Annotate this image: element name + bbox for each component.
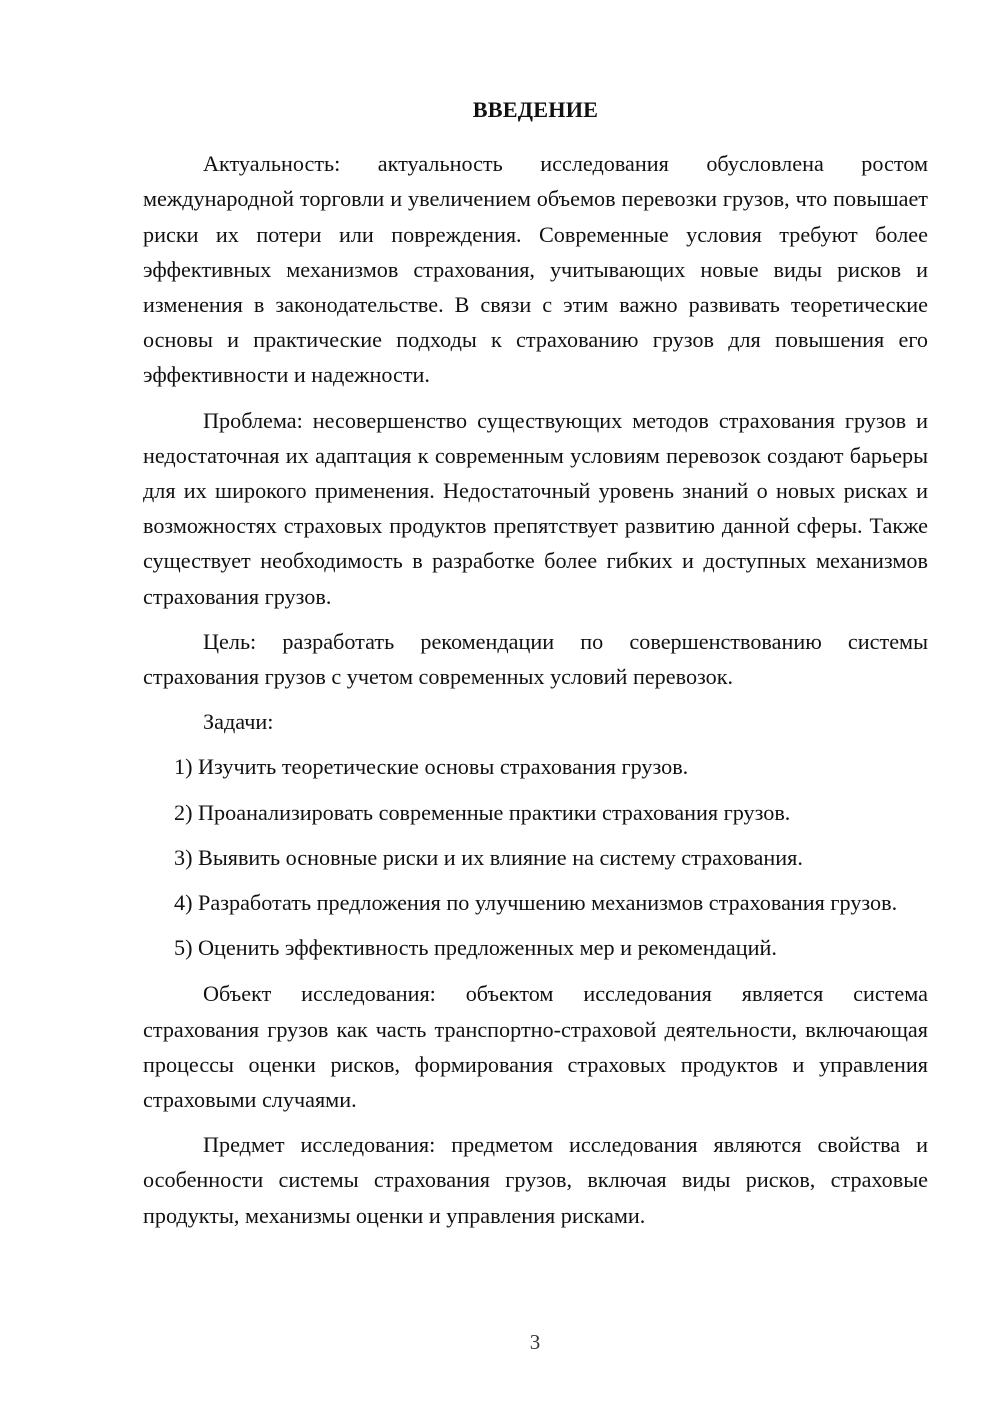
paragraph-object: Объект исследования: объектом исследования является система страхования грузов как часть транспортно-страховой деятельности, включающая процессы оценки рисков, формирования страховых продуктов и управления страховыми случаями. <box>143 981 928 1113</box>
task-item: 5) Оценить эффективность предложенных мер и рекомендаций. <box>174 935 777 961</box>
paragraph-subject: Предмет исследования: предметом исследования являются свойства и особенности системы страхования грузов, включая виды рисков, страховые продукты, механизмы оценки и управления рисками. <box>143 1132 928 1228</box>
paragraph-problem: Проблема: несовершенство существующих методов страхования грузов и недостаточная их адаптация к современным условиям перевозок создают барьеры для их широкого применения. Недостаточный уровень знаний о новых рисках и возможностях страховых продуктов препятствует развитию данной сферы. Также существует необходимость в разработке более гибких и доступных механизмов страхования грузов. <box>143 407 928 609</box>
tasks-label: Задачи: <box>203 709 274 735</box>
task-item: 1) Изучить теоретические основы страхования грузов. <box>174 754 689 780</box>
paragraph-goal: Цель: разработать рекомендации по совершенствованию системы страхования грузов с учетом современных условий перевозок. <box>143 628 928 690</box>
task-item: 4) Разработать предложения по улучшению механизмов страхования грузов. <box>174 890 898 916</box>
paragraph-relevance: Актуальность: актуальность исследования обусловлена ростом международной торговли и увеличением объемов перевозки грузов, что повышает риски их потери или повреждения. Современные условия требуют более эффективных механизмов страхования, учитывающих новые виды рисков и изменения в законодательстве. В связи с этим важно развивать теоретические основы и практические подходы к страхованию грузов для повышения его эффективности и надежности. <box>143 151 928 388</box>
task-item: 2) Проанализировать современные практики страхования грузов. <box>174 799 791 825</box>
page-number: 3 <box>529 1330 541 1354</box>
page-content <box>143 92 928 1233</box>
section-heading: ВВЕДЕНИЕ <box>472 97 599 122</box>
task-item: 3) Выявить основные риски и их влияние на систему страхования. <box>174 844 803 870</box>
